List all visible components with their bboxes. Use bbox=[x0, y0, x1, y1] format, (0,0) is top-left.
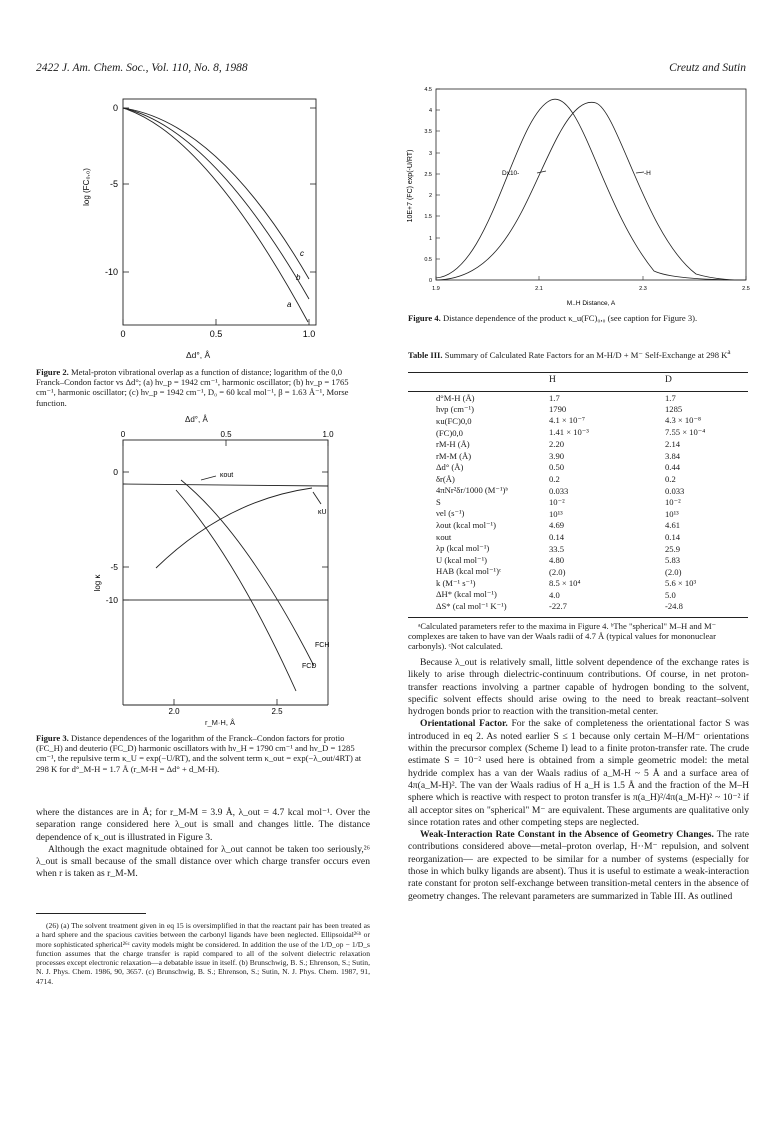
table-row bbox=[436, 485, 735, 497]
fig2-xtick-1: 0.5 bbox=[209, 329, 223, 339]
table-row bbox=[436, 462, 735, 474]
table-cell-d: (2.0) bbox=[665, 566, 682, 577]
table3-body bbox=[436, 392, 735, 612]
table-cell-h: 10⁻² bbox=[549, 496, 565, 507]
table-cell-d: 4.61 bbox=[665, 520, 681, 531]
fig3-curve-fcd bbox=[176, 490, 296, 691]
fig3-ytick-2: -10 bbox=[105, 595, 118, 605]
table-row bbox=[436, 508, 735, 520]
table-cell-param: ΔH* (kcal mol⁻¹) bbox=[436, 589, 497, 600]
table-row bbox=[436, 496, 735, 508]
table-cell-h: 4.80 bbox=[549, 555, 565, 566]
fig3-curve-kout bbox=[123, 484, 328, 486]
fig3-curve-ku bbox=[156, 488, 312, 568]
table-row bbox=[436, 589, 735, 601]
fig2-caption-label: Figure 2. bbox=[36, 367, 69, 377]
fig4-h-leader bbox=[636, 172, 644, 173]
table-cell-param: νel (s⁻¹) bbox=[436, 508, 465, 519]
fig3-label-fch: FCH bbox=[315, 642, 330, 649]
table-row bbox=[436, 427, 735, 439]
fig4-caption-label: Figure 4. bbox=[408, 313, 441, 323]
table-cell-d: 5.83 bbox=[665, 555, 681, 566]
fig4-curve-d bbox=[436, 99, 746, 280]
table3-grid bbox=[436, 392, 735, 612]
table-row bbox=[436, 473, 735, 485]
table-cell-d: 1285 bbox=[665, 404, 683, 415]
figure-3-curves bbox=[66, 428, 366, 708]
fig3-label-kout: κout bbox=[220, 472, 234, 479]
fig2-caption-text: Metal-proton vibrational overlap as a function of distance; logarithm of the 0,0 Franck–Condon factor vs Δd°; (a) hν_p = 1942 cm⁻¹, harmonic oscillator; (b) hν_p = 1765 cm⁻¹, harmonic oscillator; (c) hν_p = 1942 cm⁻¹, D₀ = 60 kcal mol⁻¹, β = 1.63 Å⁻¹, Morse function. bbox=[36, 367, 349, 408]
fig4-ytick-7: 3.5 bbox=[424, 129, 432, 135]
fig3-label-fcd: FCD bbox=[302, 663, 317, 670]
table-cell-d: 4.3 × 10⁻⁸ bbox=[665, 415, 702, 426]
fig2-xtick-0: 0 bbox=[120, 329, 126, 339]
table-row bbox=[436, 415, 735, 427]
fig4-ytick-3: 1.5 bbox=[424, 214, 432, 220]
table-cell-param: λp (kcal mol⁻¹) bbox=[436, 543, 490, 554]
table-row bbox=[436, 404, 735, 416]
table-cell-param: (FC)0,0 bbox=[436, 427, 463, 438]
table3-col-h: H bbox=[549, 375, 556, 385]
fig4-ytick-2: 1 bbox=[428, 236, 432, 242]
table-cell-param: hνp (cm⁻¹) bbox=[436, 403, 474, 414]
table-cell-h: 2.20 bbox=[549, 439, 565, 450]
table-cell-d: 2.14 bbox=[665, 439, 681, 450]
table-cell-d: 3.84 bbox=[665, 450, 681, 461]
table-cell-param: δr(Å) bbox=[436, 473, 455, 484]
running-header-right: Creutz and Sutin bbox=[669, 62, 746, 74]
fig4-ytick-8: 4 bbox=[428, 108, 432, 114]
table-cell-h: 8.5 × 10⁴ bbox=[549, 578, 581, 589]
table-cell-param: κout bbox=[436, 531, 452, 542]
fig3-ytick-0: 0 bbox=[113, 467, 118, 477]
table-cell-d: 1.7 bbox=[665, 392, 676, 403]
fig4-xtick-0: 1.9 bbox=[432, 286, 440, 292]
fig3-ytick-1: -5 bbox=[110, 562, 118, 572]
left-column-text bbox=[36, 807, 370, 881]
table-cell-h: 0.14 bbox=[549, 531, 565, 542]
fig2-curve-a bbox=[123, 108, 308, 322]
fig4-xtick-3: 2.5 bbox=[742, 286, 750, 292]
table-cell-d: 5.0 bbox=[665, 589, 676, 600]
table3-bottom-rule bbox=[408, 617, 748, 618]
footnote-26: (26) (a) The solvent treatment given in eq 15 is oversimplified in that the reactant pair has been treated as a hard sphere and the spacious cavities between the carbonyl ligands have been neglected. Ellipsoidal²⁶ᵇ or more sophisticated spherical²⁶ᶜ cavity models might be considered. In addition the use of the 1/D_op − 1/D_s function assumes that the charge transfer is rapid compared to all of the solvent dielectric relaxation processes except electronic relaxation—a debatable issue in itself. (b) Brunschwig, B. S.; Ehrenson, S.; Sutin, N. J. Phys. Chem. 1986, 90, 3657. (c) Brunschwig, B. S.; Ehrenson, S.; Sutin, N. J. Phys. Chem. 1987, 91, 4714. bbox=[36, 921, 370, 986]
table3-col-d: D bbox=[665, 375, 672, 385]
table3-title-label: Table III. bbox=[408, 349, 443, 360]
fig4-ytick-4: 2 bbox=[428, 193, 432, 199]
table-cell-param: rM-H (Å) bbox=[436, 439, 470, 450]
table-cell-h: (2.0) bbox=[549, 566, 566, 577]
table-cell-h: 10¹³ bbox=[549, 508, 563, 519]
left-paragraph-1: where the distances are in Å; for r_M-M = 3.9 Å, λ_out = 4.7 kcal mol⁻¹. Over the separation range considered here λ_out is small and changes little. The distance dependence of κ_out is illustrated in Figure 3. bbox=[36, 807, 370, 843]
fig3-bottomtick-0: 2.0 bbox=[168, 707, 180, 716]
table-row bbox=[436, 392, 735, 404]
fig3-caption-label: Figure 3. bbox=[36, 733, 69, 743]
fig3-toptick-2: 1.0 bbox=[322, 430, 334, 439]
table-row bbox=[436, 554, 735, 566]
table-cell-h: 0.033 bbox=[549, 485, 569, 496]
table-cell-h: 0.2 bbox=[549, 473, 560, 484]
table-3-title bbox=[408, 347, 748, 360]
table-cell-h: 3.90 bbox=[549, 450, 565, 461]
table-cell-h: 1.7 bbox=[549, 392, 560, 403]
fig3-toptick-1: 0.5 bbox=[220, 430, 232, 439]
table-row bbox=[436, 578, 735, 590]
table-cell-d: 25.9 bbox=[665, 543, 681, 554]
table-cell-h: 4.69 bbox=[549, 520, 565, 531]
right-paragraph-1: Because λ_out is relatively small, little solvent dependence of the exchange rates is likely to arise through dielectric-continuum contributions. Of course, in net proton-transfer reactions involving a partner capable of hydrogen bonding to the solvent, specific solvent effects should arise owing to the need to break reactant–solvent hydrogen bonds prior to reaction with the transition-metal center. bbox=[408, 657, 749, 718]
table-cell-param: d°M-H (Å) bbox=[436, 392, 475, 403]
fig4-caption-text: Distance dependence of the product κ_u(FC)₀,₀ (see caption for Figure 3). bbox=[442, 313, 698, 323]
table3-title-text: Summary of Calculated Rate Factors for an M-H/D + M⁻ Self-Exchange at 298 K bbox=[444, 349, 728, 360]
table-cell-param: k (M⁻¹ s⁻¹) bbox=[436, 577, 476, 588]
table-cell-h: 1.41 × 10⁻³ bbox=[549, 427, 589, 438]
table-cell-d: -24.8 bbox=[665, 601, 683, 612]
fig2-curve-b bbox=[123, 108, 309, 299]
table-row bbox=[436, 531, 735, 543]
table-cell-param: λout (kcal mol⁻¹) bbox=[436, 519, 496, 530]
fig4-xtick-2: 2.3 bbox=[639, 286, 647, 292]
fig3-ylabel: log κ bbox=[93, 574, 102, 592]
table3-top-rule bbox=[408, 372, 748, 373]
fig3-caption-text: Distance dependences of the logarithm of the Franck–Condon factors for protio (FC_H) and deuterio (FC_D) harmonic oscillators with hν_H = 1790 cm⁻¹ and hν_D = 1285 cm⁻¹, the repulsive term κ_U = exp(−U/RT), and the solvent term κ_out = exp(−λ_out/4RT) at 298 K for d°_M-H = 1.7 Å (r_M-H = Δd° + d_M-H). bbox=[36, 733, 362, 774]
table-cell-h: 4.1 × 10⁻⁷ bbox=[549, 415, 586, 426]
fig4-xtick-1: 2.1 bbox=[535, 286, 543, 292]
fig4-label-h: -H bbox=[644, 170, 651, 177]
table-cell-d: 0.033 bbox=[665, 485, 685, 496]
table-row bbox=[436, 438, 735, 450]
table-cell-h: -22.7 bbox=[549, 601, 567, 612]
fig2-label-a: a bbox=[287, 300, 292, 309]
fig3-curve-fch bbox=[181, 480, 314, 666]
fig4-ytick-9: 4.5 bbox=[424, 87, 432, 93]
figure-4-plot bbox=[396, 86, 756, 311]
fig3-toptick-0: 0 bbox=[120, 430, 126, 439]
table-cell-d: 10¹³ bbox=[665, 508, 679, 519]
table-cell-h: 4.0 bbox=[549, 589, 560, 600]
fig4-ylabel: 10E+7 (FC) exp(-U/RT) bbox=[407, 149, 414, 223]
table-cell-param: κu(FC)0,0 bbox=[436, 415, 472, 426]
figure-3-caption bbox=[36, 733, 370, 774]
fig2-ylabel: log (FC₀,₀) bbox=[82, 168, 91, 206]
running-header-left: 2422 J. Am. Chem. Soc., Vol. 110, No. 8, 1988 bbox=[36, 62, 248, 74]
table-row bbox=[436, 566, 735, 578]
fig2-label-c: c bbox=[300, 249, 304, 258]
fig4-ytick-6: 3 bbox=[428, 151, 432, 157]
table-row bbox=[436, 601, 735, 613]
table-row bbox=[436, 520, 735, 532]
fig3-top-axis-label: Δd°, Å bbox=[185, 415, 208, 424]
table-cell-h: 1790 bbox=[549, 404, 567, 415]
fig4-xlabel: M..H Distance, A bbox=[566, 300, 616, 307]
figure-2-plot bbox=[66, 84, 356, 346]
fig2-ytick-1: -5 bbox=[109, 179, 118, 189]
table-cell-param: Δd° (Å) bbox=[436, 462, 464, 473]
table-cell-param: rM-M (Å) bbox=[436, 450, 472, 461]
fig4-d-leader bbox=[537, 171, 546, 173]
right-heading-orientational: Orientational Factor. bbox=[420, 718, 508, 730]
table-cell-d: 5.6 × 10³ bbox=[665, 578, 697, 589]
table3-footnote: ᵃCalculated parameters refer to the maxima in Figure 4. ᵇThe "spherical" M–H and M⁻ complexes are taken to have van der Waals radii of 4.7 Å (typical values for mononuclear carbonyls). ᶜNot calculated. bbox=[408, 621, 717, 652]
table-row bbox=[436, 450, 735, 462]
fig4-ytick-1: 0.5 bbox=[424, 257, 432, 263]
fig3-ku-leader bbox=[313, 492, 321, 504]
right-column-text bbox=[408, 657, 749, 903]
table-cell-param: HAB (kcal mol⁻¹)ᶜ bbox=[436, 566, 502, 577]
fig2-label-b: b bbox=[296, 273, 301, 282]
figure-4-caption bbox=[408, 313, 748, 323]
fig3-bottomtick-1: 2.5 bbox=[271, 707, 283, 716]
fig2-ytick-0: 0 bbox=[112, 103, 118, 113]
table-cell-param: ΔS* (cal mol⁻¹ K⁻¹) bbox=[436, 600, 507, 611]
right-heading-weak-interaction: Weak-Interaction Rate Constant in the Absence of Geometry Changes. bbox=[420, 829, 714, 841]
footnote-rule bbox=[36, 913, 146, 914]
table-cell-d: 0.2 bbox=[665, 473, 676, 484]
fig2-frame bbox=[123, 99, 316, 325]
table-cell-d: 7.55 × 10⁻⁴ bbox=[665, 427, 706, 438]
right-paragraph-2: For the sake of completeness the orientational factor S was introduced in eq 2. As noted earlier S ≤ 1 because only certain M–H/M⁻ orientations within the precursor complex (Scheme I) lead to a finite proton-transfer rate. The crude estimate S = 10⁻² used here is obtained from a simple geometric model: the metal hydride complex has a van der Waals radius of a_M-H ~ 5 Å and a surface area of 4π(a_M-H)². The van der Waals radius of H a_H is 1.5 Å and the fraction of the M–H sphere which is reactive with respect to proton transfer is π(a_H)²/4π(a_M-H)² ~ 10⁻² if all acceptor sites on "spherical" M⁻ are equivalent. These arguments are qualitative only since rotation rates and other competing steps are neglected. bbox=[408, 718, 750, 828]
fig2-xlabel: Δd°, Å bbox=[186, 350, 211, 360]
table-cell-param: U (kcal mol⁻¹) bbox=[436, 554, 488, 565]
fig4-ytick-0: 0 bbox=[428, 278, 432, 284]
fig4-curve-h bbox=[436, 102, 746, 280]
table-cell-param: 4πNr²δr/1000 (M⁻¹)ᵇ bbox=[436, 485, 509, 496]
fig3-kout-leader bbox=[201, 476, 216, 480]
fig2-ytick-2: -10 bbox=[104, 267, 118, 277]
fig4-label-d: Dx10- bbox=[502, 170, 520, 177]
table-cell-param: S bbox=[436, 497, 441, 508]
fig4-frame bbox=[436, 89, 746, 280]
table-cell-d: 10⁻² bbox=[665, 496, 681, 507]
table-row bbox=[436, 543, 735, 555]
table-cell-d: 0.44 bbox=[665, 462, 681, 473]
figure-2-caption bbox=[36, 367, 370, 408]
fig3-label-ku: κU bbox=[318, 509, 327, 516]
fig3-bottom-axis-label: r_M·H, Å bbox=[205, 718, 235, 727]
fig2-xtick-2: 1.0 bbox=[302, 329, 316, 339]
fig4-ytick-5: 2.5 bbox=[424, 172, 432, 178]
table-cell-h: 33.5 bbox=[549, 543, 565, 554]
table3-title-sup: a bbox=[727, 348, 731, 356]
table-cell-h: 0.50 bbox=[549, 462, 565, 473]
left-paragraph-2: Although the exact magnitude obtained for λ_out cannot be taken too seriously,²⁶ λ_out is small because of the small distance over which charge transfer occurs even when r is taken as r_M-M. bbox=[36, 843, 370, 880]
right-paragraph-3: The rate contributions considered above—metal–proton overlap, H··M⁻ repulsion, and solvent reorganization— are expected to be similar for a number of systems (especially for those in which bulky ligands are absent). Thus it is useful to estimate a weak-interaction rate constant for proton self-exchange between transition-metal centers in the absence of geometry changes. The relevant parameters are summarized in Table III. As outlined bbox=[408, 829, 749, 902]
table-cell-d: 0.14 bbox=[665, 531, 681, 542]
